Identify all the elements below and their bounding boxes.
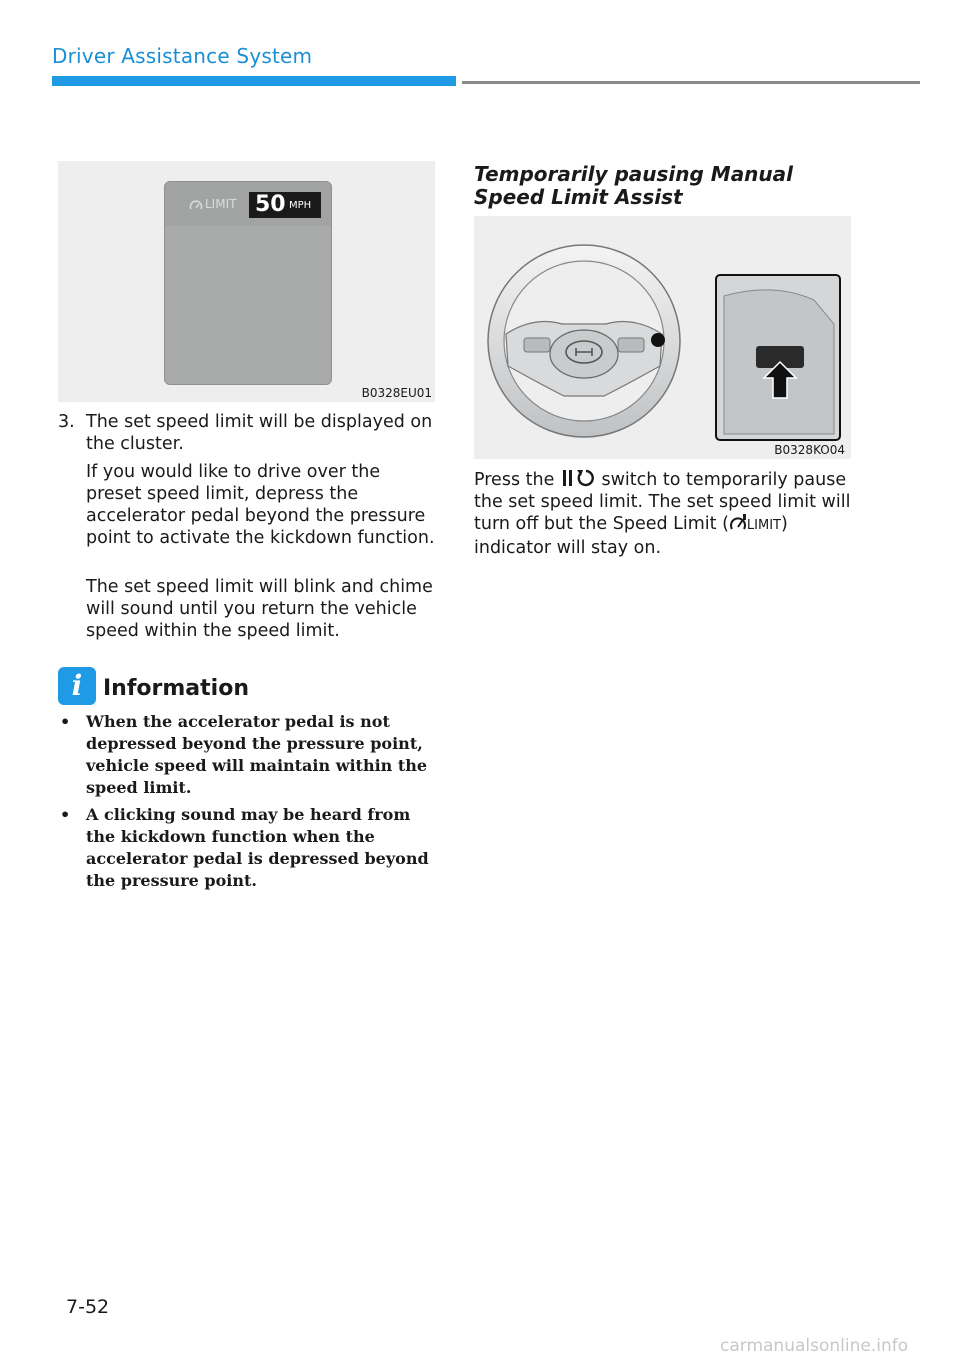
step-paragraph: The set speed limit will blink and chime will sound until you return the vehicle speed within the speed limit. [86, 577, 433, 641]
info-bullet [60, 711, 430, 799]
set-speed-box [249, 192, 321, 218]
bullet-text: When the accelerator pedal is not depressed beyond the pressure point, vehicle speed will maintain within the speed limit. [86, 712, 428, 797]
info-title: Information [103, 676, 249, 701]
step-paragraph: If you would like to drive over the preset speed limit, depress the accelerator pedal beyond the pressure point to activate the kickdown function. [86, 462, 435, 548]
step-item [58, 411, 438, 455]
page-number: 7-52 [66, 1296, 110, 1318]
bullet-dot: • [60, 805, 71, 824]
set-speed-value: 50 [255, 192, 286, 217]
speed-limit-indicator-icon [729, 514, 747, 532]
limit-label: LIMIT [205, 197, 237, 211]
speedometer-icon [189, 199, 203, 211]
bullet-text: A clicking sound may be heard from the kickdown function when the accelerator pedal is depressed beyond the pressure point. [86, 805, 429, 890]
watermark: carmanualsonline.info [720, 1336, 909, 1356]
step-text: The set speed limit will be displayed on the cluster. [86, 412, 433, 454]
section-title: Temporarily pausing Manual Speed Limit Assist [474, 162, 794, 209]
press-text-start: Press the [474, 470, 555, 490]
steering-wheel-figure [474, 216, 851, 459]
set-speed-unit: MPH [289, 200, 312, 211]
steering-wheel-illustration [474, 216, 851, 459]
step-number: 3. [58, 412, 75, 432]
cluster-figure [58, 161, 435, 402]
bullet-dot: • [60, 712, 71, 731]
info-bullet [60, 804, 430, 892]
page-header-title: Driver Assistance System [52, 44, 313, 68]
figure-code: B0328EU01 [361, 386, 432, 400]
press-instruction [474, 468, 854, 559]
figure-code: B0328KO04 [774, 443, 845, 457]
info-icon: i [58, 667, 96, 705]
header-accent-bar [52, 76, 456, 86]
limit-icon-label: LIMIT [746, 518, 781, 533]
cluster-display [164, 181, 332, 385]
press-text-end: ) indicator will stay on. [474, 514, 788, 558]
speed-limit-indicator [189, 197, 241, 213]
header-rule [462, 81, 920, 84]
pause-resume-switch-icon [560, 468, 596, 488]
press-text-middle: switch to temporarily pause the set speed limit. The set speed limit will turn off but the Speed Limit ( [474, 470, 851, 534]
